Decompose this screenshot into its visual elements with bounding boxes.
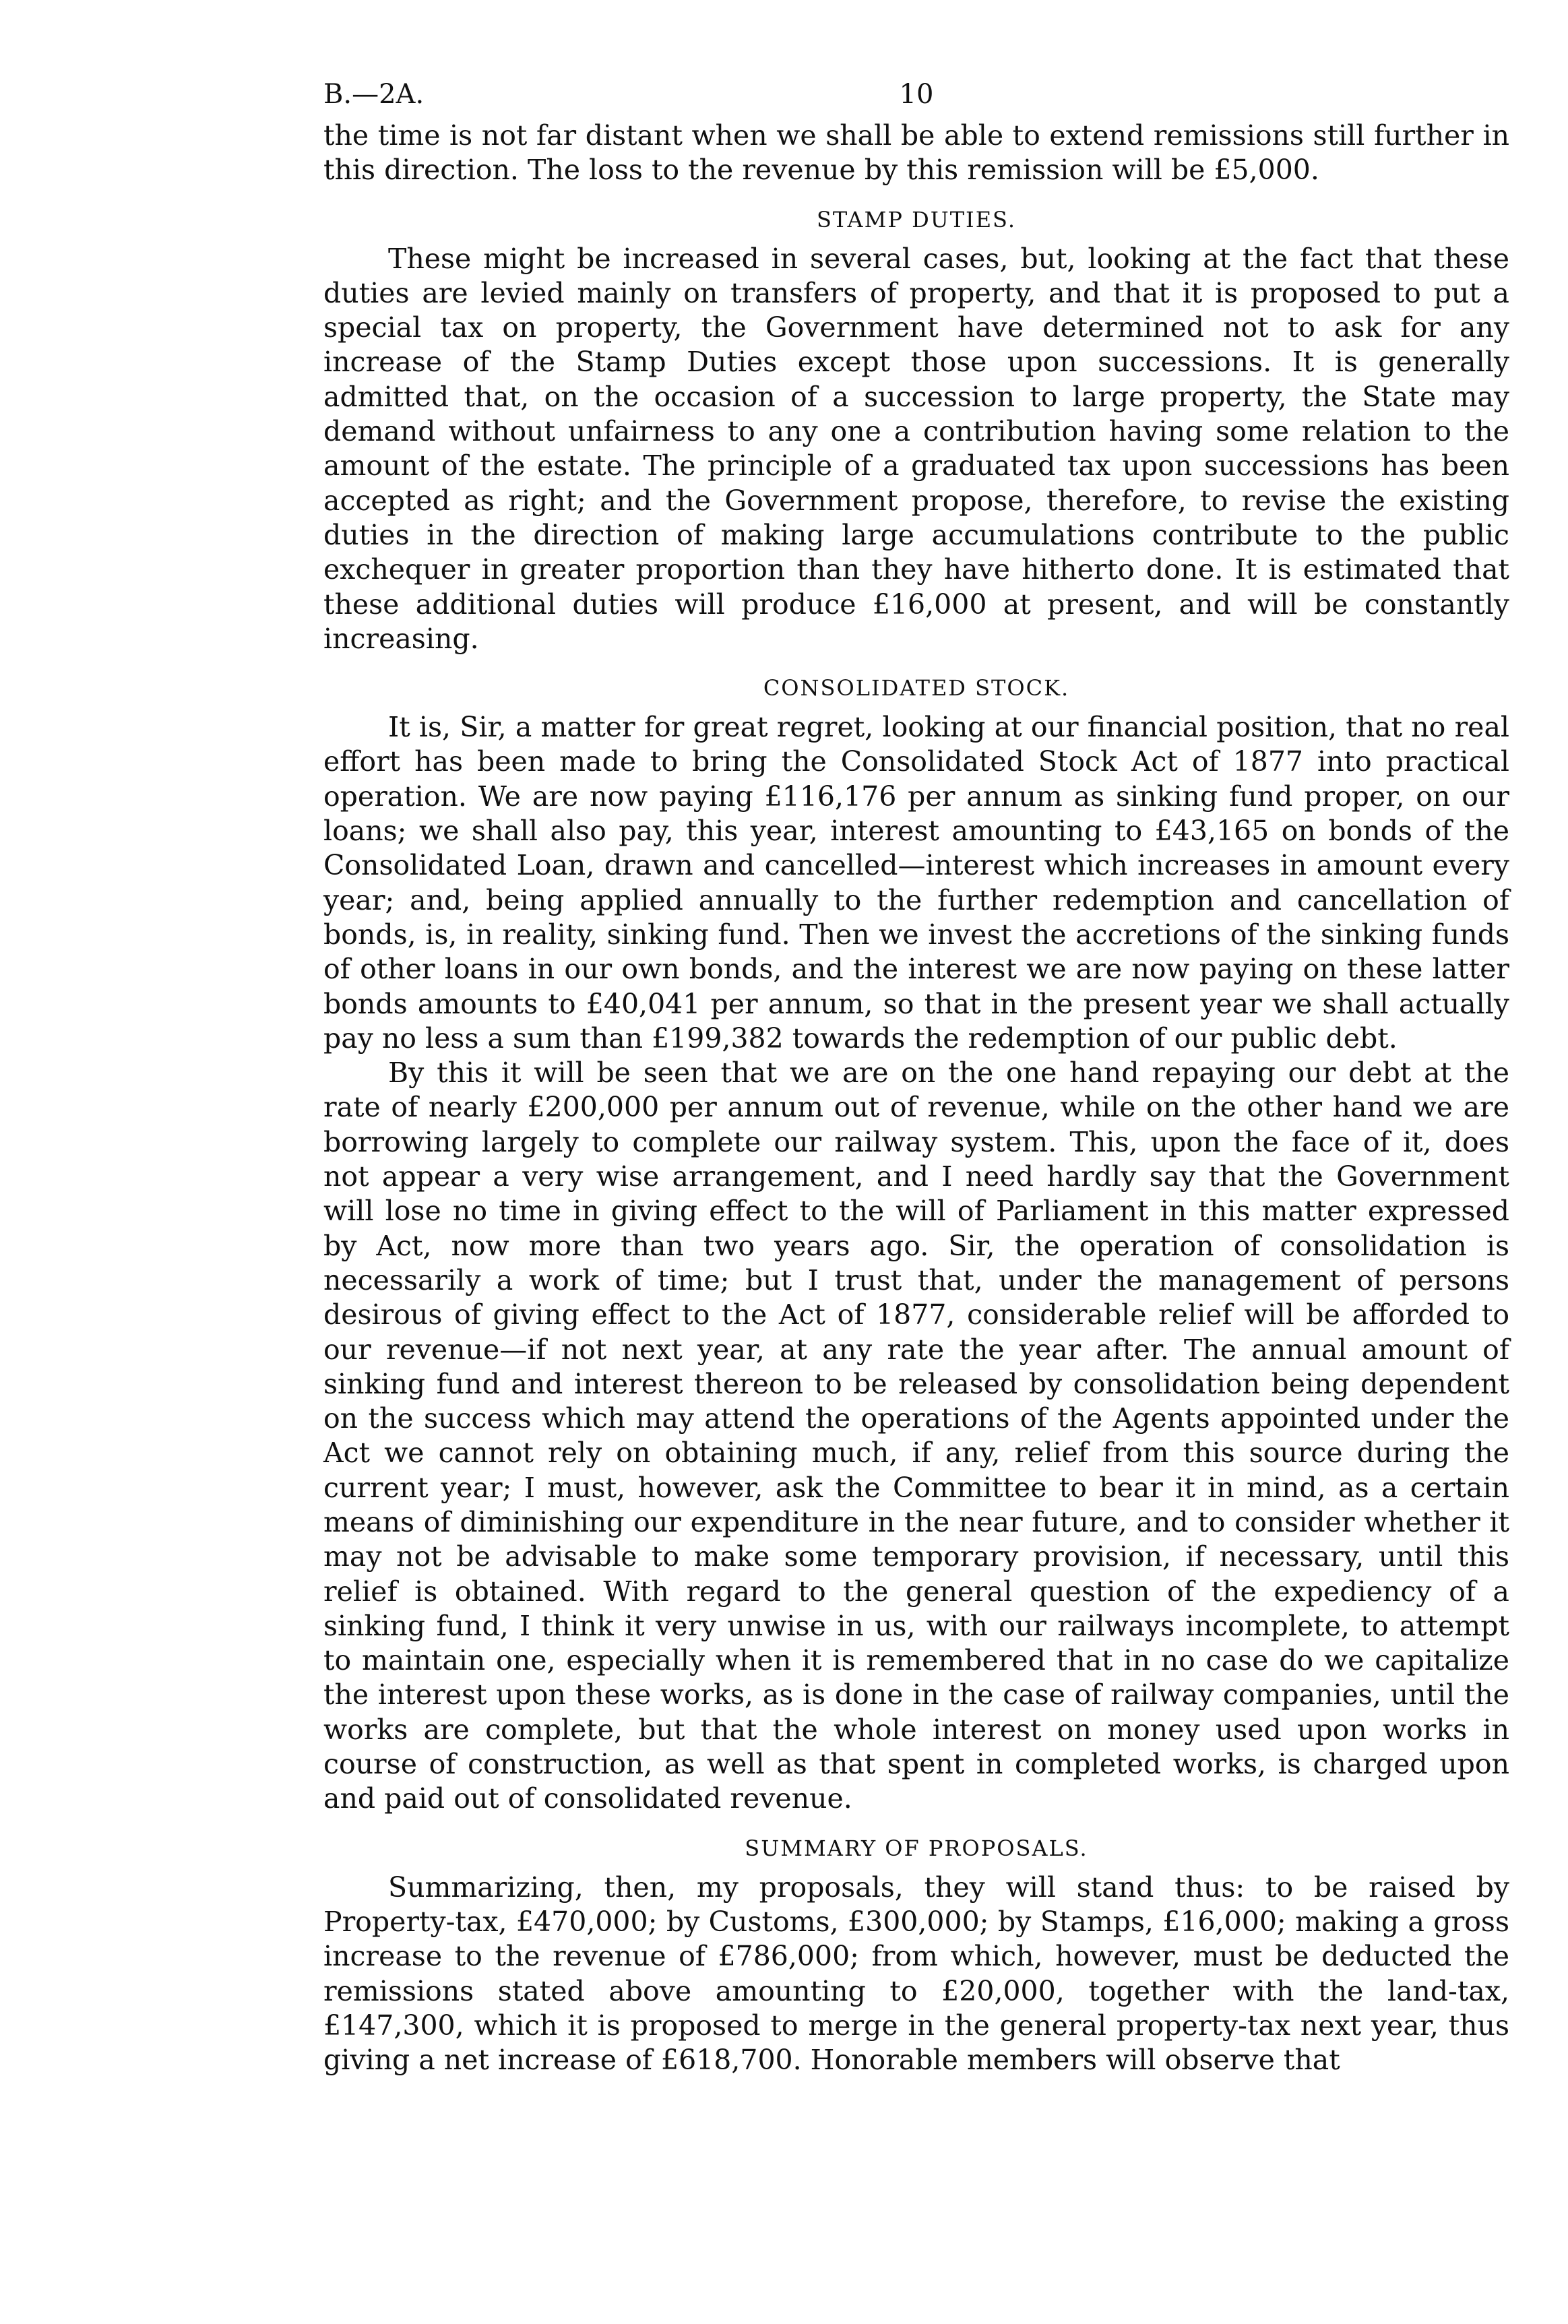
paragraph: It is, Sir, a matter for great regret, looking at our financial position, that no real effort has been made to bring the Consolidated Stock Act of 1877 into practical operation. We are now paying £116,176 per annum as sinking fund proper, on our loans; we shall also pay, this year, interest amounting to £43,165 on bonds of the Consolidated Loan, drawn and cancelled—interest which increases in amount every year; and, being applied annually to the further redemption and cancellation of bonds, is, in reality, sinking fund. Then we invest the accretions of the sinking funds of other loans in our own bonds, and the interest we are now paying on these latter bonds amounts to £40,041 per annum, so that in the present year we shall actually pay no less a sum than £199,382 towards the redemption of our public debt. [323, 711, 1509, 1055]
section-heading: STAMP DUTIES. [816, 206, 1016, 232]
paragraph: These might be increased in several cases, but, looking at the fact that these duties are levied mainly on transfers of property, and that it is proposed to put a special tax on property, the Government have determined not to ask for any increase of the Stamp Duties except those upon successions. It is generally admitted that, on the occasion of a succession to large property, the State may demand without unfairness to any one a contribution having some relation to the amount of the estate. The principle of a graduated tax upon successions has been accepted as right; and the Government propose, therefore, to revise the existing duties in the direction of making large accumulations contribute to the public exchequer in greater proportion than they have hitherto done. It is estimated that these additional duties will produce £16,000 at present, and will be constantly increasing. [323, 242, 1509, 655]
document-reference: B.—2A. [323, 79, 425, 110]
paragraph: Summarizing, then, my proposals, they will stand thus: to be raised by Property-tax, £470,000; by Customs, £300,000; by Stamps, £16,000; making a gross increase to the revenue of £786,000; from which, however, must be deducted the remissions stated above amounting to £20,000, together with the land-tax, £147,300, which it is proposed to merge in the general property-tax next year, thus giving a net increase of £618,700. Honorable members will observe that [323, 1871, 1509, 2077]
section-stamp-duties [323, 206, 1509, 657]
section-consolidated-stock [323, 674, 1509, 1817]
section-heading: SUMMARY OF PROPOSALS. [745, 1835, 1088, 1861]
running-header [323, 74, 1509, 115]
continuation-paragraph: the time is not far distant when we shall be able to extend remissions still further in this direction. The loss to the revenue by this remission will be £5,000. [323, 119, 1509, 187]
page-number: 10 [899, 79, 934, 110]
section-summary-of-proposals [323, 1834, 1509, 2078]
section-heading: CONSOLIDATED STOCK. [763, 675, 1070, 701]
document-page [323, 74, 1509, 2077]
paragraph: By this it will be seen that we are on the one hand repaying our debt at the rate of nearly £200,000 per annum out of revenue, while on the other hand we are borrowing largely to complete our railway system. This, upon the face of it, does not appear a very wise arrangement, and I need hardly say that the Government will lose no time in giving effect to the will of Parliament in this matter expressed by Act, now more than two years ago. Sir, the operation of consolidation is necessarily a work of time; but I trust that, under the management of persons desirous of giving effect to the Act of 1877, considerable relief will be afforded to our revenue—if not next year, at any rate the year after. The annual amount of sinking fund and interest thereon to be released by consolidation being dependent on the success which may attend the operations of the Agents appointed under the Act we cannot rely on obtaining much, if any, relief from this source during the current year; I must, however, ask the Committee to bear it in mind, as a certain means of diminishing our expenditure in the near future, and to consider whether it may not be advisable to make some temporary provision, if necessary, until this relief is obtained. With regard to the general question of the expediency of a sinking fund, I think it very unwise in us, with our railways incomplete, to attempt to maintain one, especially when it is remembered that in no case do we capitalize the interest upon these works, as is done in the case of railway companies, until the works are complete, but that the whole interest on money used upon works in course of construction, as well as that spent in completed works, is charged upon and paid out of consolidated revenue. [323, 1057, 1509, 1815]
